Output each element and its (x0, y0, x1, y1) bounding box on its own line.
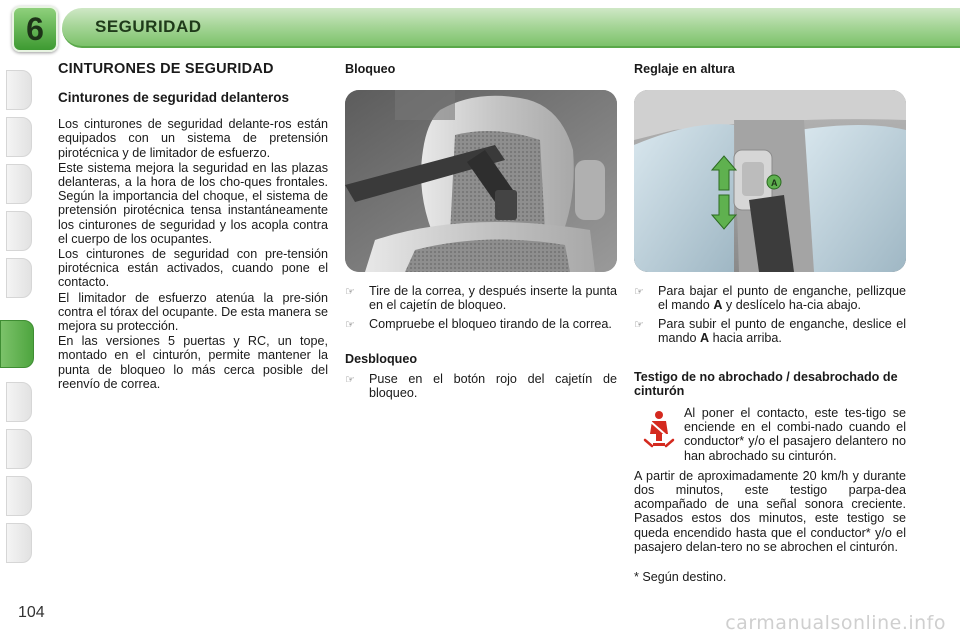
pointing-hand-icon: ☞ (345, 374, 355, 387)
chapter-title: SEGURIDAD (95, 17, 202, 36)
side-tab-3[interactable] (6, 164, 32, 204)
side-tab-4[interactable] (6, 211, 32, 251)
watermark-url: carmanualsonline.info (725, 612, 946, 634)
paragraph: En las versiones 5 puertas y RC, un tope, montado en el cinturón, permite mantener la punta de bloqueo lo más cerca posible del reenvío de correa. (58, 334, 328, 391)
pointing-hand-icon: ☞ (634, 286, 644, 299)
side-tab-5[interactable] (6, 258, 32, 298)
list-item-text: Tire de la correa, y después inserte la punta en el cajetín de bloqueo. (369, 284, 617, 313)
column-left (58, 62, 328, 392)
side-tab-10[interactable] (6, 523, 32, 563)
side-tab-6-active[interactable] (0, 320, 34, 368)
page-number: 104 (18, 604, 45, 621)
list-item (345, 372, 617, 400)
chapter-number: 6 (26, 10, 44, 47)
list-item (345, 317, 617, 332)
paragraph: A partir de aproximadamente 20 km/h y durante dos minutos, este testigo parpa-dea acompañado de una señal sonora creciente. Pasados estos dos minutos, este testigo se queda encendido hasta que el conductor* y/o el pasajero delan-tero no se abrochen el cinturón. (634, 468, 906, 554)
list-item-text: Para subir el punto de enganche, deslice el mando A hacia arriba. (658, 316, 906, 345)
seat-belt-lock-figure (345, 90, 617, 272)
pointing-hand-icon: ☞ (634, 318, 644, 331)
subsection-title: Cinturones de seguridad delanteros (58, 90, 290, 106)
seatbelt-warning-icon (634, 406, 684, 463)
header-bar (0, 0, 960, 55)
side-tabs (0, 62, 34, 577)
paragraph: Los cinturones de seguridad delante-ros están equipados con un sistema de pretensión pirotécnica y de limitador de esfuerzo. (58, 117, 328, 160)
section-title: CINTURONES DE SEGURIDAD (58, 61, 274, 77)
list-item (634, 317, 906, 345)
side-tab-9[interactable] (6, 476, 32, 516)
figure-label-a: A (771, 178, 778, 189)
list-item-text: Puse en el botón rojo del cajetín de bloqueo. (369, 372, 617, 401)
list-item (345, 284, 617, 312)
unlock-heading: Desbloqueo (345, 351, 418, 366)
column-right (634, 62, 906, 584)
paragraph: El limitador de esfuerzo atenúa la pre-sión contra el tórax del ocupante. De esta manera se mejora su protección. (58, 290, 328, 334)
list-item-text: Para bajar el punto de enganche, pellizque el mando A y deslícelo ha-cia abajo. (658, 284, 906, 313)
side-tab-7[interactable] (6, 382, 32, 422)
side-tab-8[interactable] (6, 429, 32, 469)
pointing-hand-icon: ☞ (345, 318, 355, 331)
list-item (634, 284, 906, 312)
list-item-text: Compruebe el bloqueo tirando de la correa. (369, 316, 612, 331)
footnote: * Según destino. (634, 570, 727, 585)
height-adjust-heading: Reglaje en altura (634, 62, 735, 76)
side-tab-1[interactable] (6, 70, 32, 110)
height-adjust-figure (634, 90, 906, 272)
side-tab-2[interactable] (6, 117, 32, 157)
warning-text: Al poner el contacto, este tes-tigo se enciende en el combi-nado cuando el conductor* y/o el pasajero delantero no han abrochado su cinturón. (684, 406, 906, 463)
warning-row (634, 406, 906, 463)
chapter-badge (12, 6, 58, 52)
warning-heading: Testigo de no abrochado / desabrochado de cinturón (634, 370, 898, 398)
pillar-illustration (634, 90, 906, 272)
pointing-hand-icon: ☞ (345, 286, 355, 299)
column-middle (345, 62, 617, 404)
paragraph: Este sistema mejora la seguridad en las plazas delanteras, a la hora de los cho-ques frontales. Según la importancia del choque, el sistema de pretensión pirotécnica tensa instantáneamente los cinturones de seguridad y los acopla contra el cuerpo de los ocupantes. (58, 160, 328, 246)
seat-illustration (345, 90, 617, 272)
lock-heading: Bloqueo (345, 62, 396, 76)
paragraph: Los cinturones de seguridad con pre-tensión pirotécnica están activados, cuando pone el contacto. (58, 247, 328, 290)
